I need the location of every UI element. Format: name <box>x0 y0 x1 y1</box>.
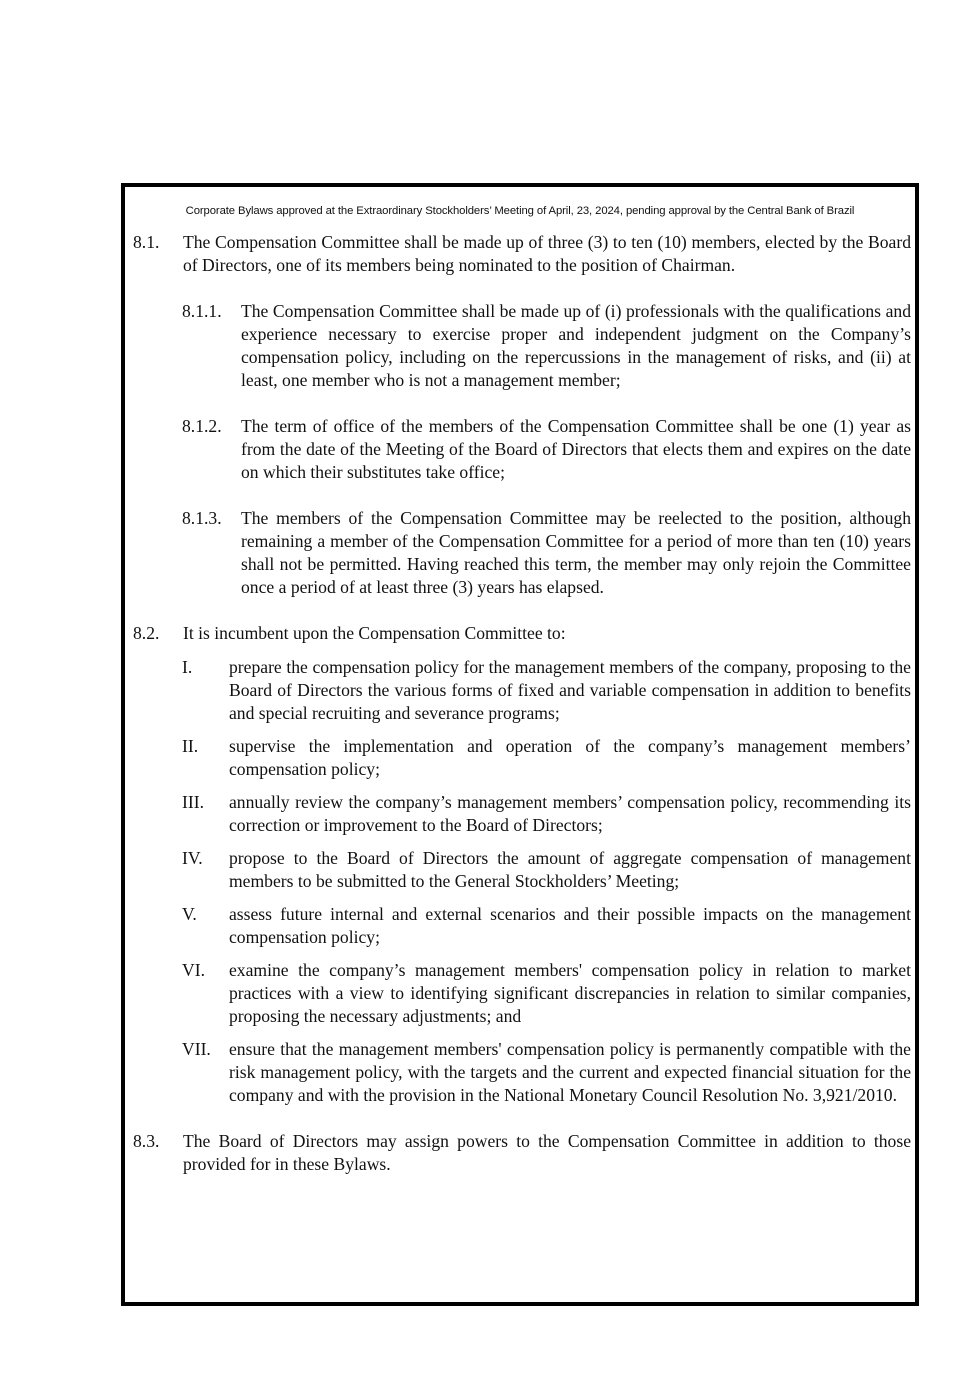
item-numeral: IV. <box>182 848 203 868</box>
item-text: ensure that the management members' compensation policy is permanently compatible with the risk management policy, with the targets and the current and expected financial situation for the company and with the provision in the National Monetary Council Resolution No. 3,921/2010. <box>229 1039 911 1105</box>
list-item <box>133 656 911 725</box>
subsection-8-1-2 <box>133 415 911 484</box>
document-header: Corporate Bylaws approved at the Extraordinary Stockholders’ Meeting of April, 23, 2024, pending approval by the Central Bank of Brazil <box>185 205 855 217</box>
subsection-text: The Compensation Committee shall be made up of (i) professionals with the qualifications and experience necessary to exercise proper and independent judgment on the Company’s compensation policy, including on the repercussions in the management of risks, and (ii) at least, one member who is not a management member; <box>241 301 911 390</box>
item-numeral: VII. <box>182 1039 211 1059</box>
item-numeral: III. <box>182 792 204 812</box>
item-text: propose to the Board of Directors the amount of aggregate compensation of management members to be submitted to the General Stockholders’ Meeting; <box>229 848 911 891</box>
list-item <box>133 959 911 1028</box>
item-text: examine the company’s management members' compensation policy in relation to market practices with a view to identifying significant discrepancies in relation to similar companies, proposing the necessary adjustments; and <box>229 960 911 1026</box>
item-numeral: VI. <box>182 960 205 980</box>
list-item <box>133 791 911 837</box>
subsection-text: The term of office of the members of the Compensation Committee shall be one (1) year as from the date of the Meeting of the Board of Directors that elects them and expires on the date on which their substitutes take office; <box>241 416 911 482</box>
subsection-text: The members of the Compensation Committee may be reelected to the position, although remaining a member of the Compensation Committee for a period of more than ten (10) years shall not be permitted. Having reached this term, the member may only rejoin the Committee once a period of at least three (3) years has elapsed. <box>241 508 911 597</box>
list-item <box>133 903 911 949</box>
list-item <box>133 847 911 893</box>
subsection-number: 8.1.3. <box>182 508 222 528</box>
item-text: prepare the compensation policy for the management members of the company, proposing to the Board of Directors the various forms of fixed and variable compensation in addition to benefits and special recruiting and severance programs; <box>229 657 911 723</box>
item-text: supervise the implementation and operation of the company’s management members’ compensation policy; <box>229 736 911 779</box>
section-number: 8.2. <box>133 623 160 643</box>
item-text: annually review the company’s management members’ compensation policy, recommending its correction or improvement to the Board of Directors; <box>229 792 911 835</box>
section-8-1 <box>133 231 911 277</box>
list-item <box>133 735 911 781</box>
section-text: The Board of Directors may assign powers to the Compensation Committee in addition to those provided for in these Bylaws. <box>183 1131 911 1174</box>
section-number: 8.3. <box>133 1131 160 1151</box>
section-8-2 <box>133 622 911 645</box>
section-text: The Compensation Committee shall be made up of three (3) to ten (10) members, elected by the Board of Directors, one of its members being nominated to the position of Chairman. <box>183 232 911 275</box>
subsection-number: 8.1.1. <box>182 301 222 321</box>
bylaws-page-frame <box>121 183 919 1306</box>
subsection-8-1-1 <box>133 300 911 392</box>
list-item <box>133 1038 911 1107</box>
section-text: It is incumbent upon the Compensation Committee to: <box>183 623 566 643</box>
item-numeral: I. <box>182 657 193 677</box>
item-numeral: V. <box>182 904 197 924</box>
section-8-3 <box>133 1130 911 1176</box>
item-numeral: II. <box>182 736 199 756</box>
subsection-8-1-3 <box>133 507 911 599</box>
subsection-number: 8.1.2. <box>182 416 222 436</box>
bylaws-content <box>133 231 911 1176</box>
item-text: assess future internal and external scenarios and their possible impacts on the management compensation policy; <box>229 904 911 947</box>
section-number: 8.1. <box>133 232 160 252</box>
